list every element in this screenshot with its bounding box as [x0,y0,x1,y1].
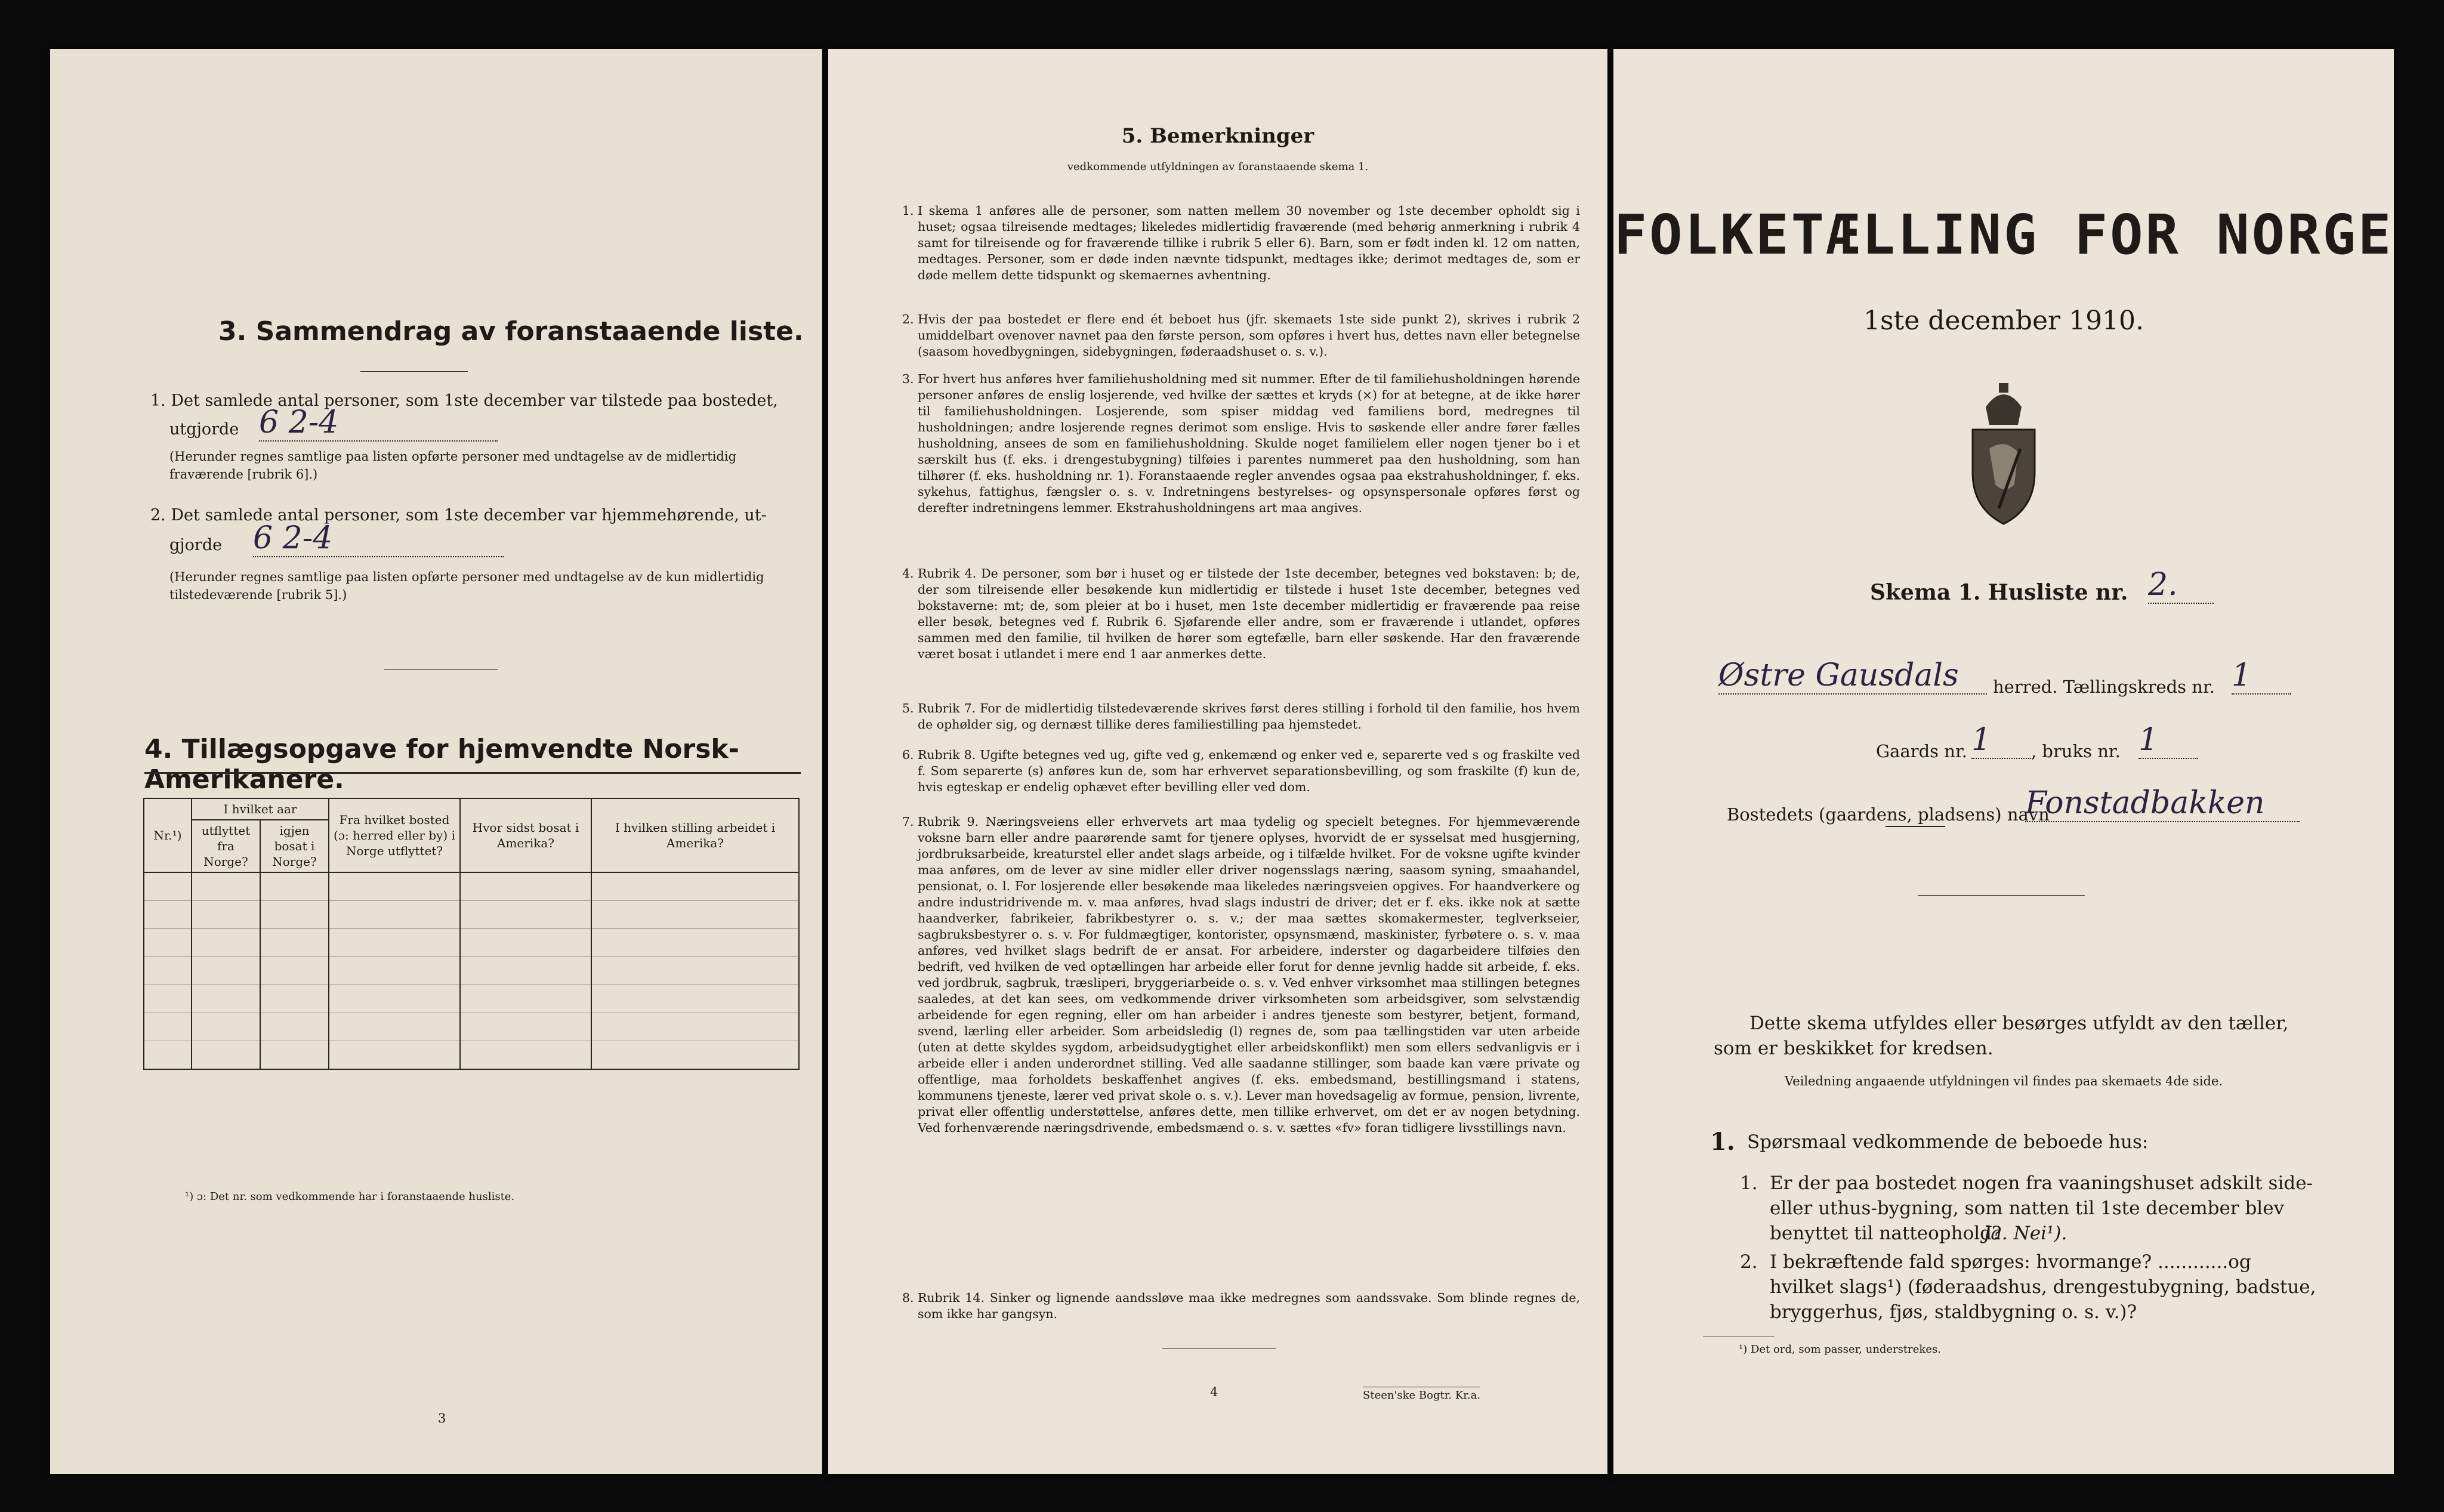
front-page [1613,49,2394,1474]
table-row [144,985,799,1013]
q2-text: I bekræftende fald spørges: hvormange? ............og hvilket slags¹) (føderaadshus, drengestubygning, badstue, bryggerhus, fjøs, staldbygning o. s. v.)? [1770,1251,2316,1323]
section-3-title: 3. Sammendrag av foranstaaende liste. [218,316,804,347]
table-row [144,1041,799,1070]
s3-paragraph-1: 1. Det samlede antal personer, som 1ste december var tilstede paa bostedet, [150,391,778,410]
remarks-subtitle: vedkommende utfyldningen av foranstaaende skema 1. [1067,161,1369,173]
guide-text: Veiledning angaaende utfyldningen vil findes paa skemaets 4de side. [1784,1074,2223,1088]
s3-note-1: (Herunder regnes samtlige paa listen opførte personer med undtagelse av de midlertidig fraværende [rubrik 6].) [169,449,737,482]
remark-2: 2. Hvis der paa bostedet er flere end ét beboet hus (jfr. skemaets 1ste side punkt 2), skrives i rubrik 2 umiddelbart ovenover navnet paa den første person, som opføres i hvert hus, dettes navn eller betegnelse (saasom hovedbygningen, sidebygningen, føderaadshuset o. s. v.). [902,312,1580,359]
col-emigrated: utflyttet fra Norge? [192,820,260,872]
col-occupation: I hvilken stilling arbeidet i Amerika? [591,798,799,872]
page-number-4: 4 [1210,1385,1218,1399]
table-footnote: ¹) ɔ: Det nr. som vedkommende har i foranstaaende husliste. [185,1190,515,1203]
q-header: Spørsmaal vedkommende de beboede hus: [1747,1131,2149,1153]
col-nr: Nr.¹) [144,798,192,872]
col-from-where: Fra hvilket bosted (ɔ: herred eller by) i Norge utflyttet? [329,798,460,872]
page-4 [828,49,1607,1474]
table-row [144,872,799,901]
q1-answer: Ja. Nei¹). [1983,1223,2067,1244]
q2-number: 2. [1740,1251,1758,1273]
remark-5: 5. Rubrik 7. For de midlertidig tilstedeværende skrives først deres stilling i forhold til den familie, hos hvem de ophølder sig, og dernæst tillike deres familiestilling paa hjemstedet. [902,701,1580,732]
kreds-nr: 1 [2232,658,2291,695]
norway-coat-of-arms-icon [1963,383,2044,526]
bruks-nr: 1 [2138,722,2198,759]
col-group-year: I hvilket aar [192,798,329,820]
table-row [144,1013,799,1041]
remarks-title: 5. Bemerkninger [1121,124,1314,148]
remark-8: 8. Rubrik 14. Sinker og lignende aandssløve maa ikke medregnes som aandssvake. Som blinde regnes de, som ikke har gangsyn. [902,1291,1580,1321]
col-last-residence: Hvor sidst bosat i Amerika? [460,798,591,872]
remark-4: 4. Rubrik 4. De personer, som bør i huset og er tilstede der 1ste december, betegnes ved bokstaven: b; de, der som tilreisende eller besøkende kun midlertidig er tilstede i huset 1ste december, betegnes ved bokstaverne: mt; de, som pleier at bo i huset, men 1ste december midlertidig er fraværende paa reise eller besøk, betegnes ved f. Rubrik 6. Sjøfarende eller andre, som er fraværende i utlandet, opføres sammen med den familie, til hvilken de hører som egtefælle, barn eller søskende. Har den fraværende været bosat i utlandet i mere end 1 aar anmerkes dette. [902,566,1580,661]
remark-3: 3. For hvert hus anføres hver familiehusholdning med sit nummer. Efter de til familiehusholdningen hørende personer anføres de enslig losjerende, ved hvilke der sættes et kryds (×) for at betegne, at de ikke hører til familiehusholdningen. Losjerende, som spiser middag ved familiens bord, medregnes til husholdningen; andre losjerende regnes derimot som enslige. Hvis to søskende eller andre fører fælles husholdning, ansees de som en familiehusholdning. Skulde noget familielem eller nogen tjener bo i et særskilt hus (f. eks. i drengestubygning) tilføies i parentes nummeret paa den husholdning, som han tilhører (f. eks. husholdning nr. 1). Foranstaaende regler anvendes ogsaa paa ekstrahusholdninger, f. eks. sykehus, fattighus, fængsler o. s. v. Indretningens bestyrelses- og opsynspersonale opføres først og derefter indretningens lemmer. Ekstrahusholdningens art maa angives. [902,372,1580,515]
front-footnote: ¹) Det ord, som passer, understrekes. [1739,1343,1941,1356]
table-row [144,901,799,929]
printer-credit: Steen'ske Bogtr. Kr.a. [1363,1387,1480,1403]
page-3 [50,49,822,1474]
page-number-3: 3 [438,1411,446,1425]
remark-6: 6. Rubrik 8. Ugifte betegnes ved ug, gifte ved g, enkemænd og enker ved e, separerte ved s og fraskilte ved f. Som separerte (s) anføres kun de, som har erhvervet separationsbevilling, og som fraskilte (f) kun de, hvis egteskap er endelig ophævet efter bevilling eller ved dom. [902,748,1580,794]
bosted-label: Bostedets (gaardens, pladsens) navn [1727,804,2050,825]
husliste-nr: 2. [2148,567,2214,604]
q1-text: Er der paa bostedet nogen fra vaaningshuset adskilt side- eller uthus-bygning, som natten til 1ste december blev benyttet til natteophold? [1770,1172,2313,1244]
col-returned: igjen bosat i Norge? [260,820,329,872]
skema-label: Skema 1. Husliste nr. [1870,580,2128,605]
norsk-amerikaner-table [143,798,800,1070]
s3-paragraph-2: 2. Det samlede antal personer, som 1ste december var hjemmehørende, ut- [150,506,767,524]
q-header-number: 1. [1710,1128,1735,1156]
gaards-nr: 1 [1971,722,2031,759]
intro-text: Dette skema utfyldes eller besørges utfyldt av den tæller, som er beskikket for kredsen. [1714,1013,2289,1059]
remark-7: 7. Rubrik 9. Næringsveiens eller erhvervets art maa tydelig og specielt betegnes. For hjemmeværende voksne barn eller andre paarørende samt for tjenere oplyses, hvorvidt de er sysselsat med husgjerning, jordbruksarbeide, kreaturstel eller andet slags arbeide, og i tilfælde hvilket. For de voksne ugifte kvinder maa anføres, om de lever av sine midler eller driver nogensslags næring, saasom syning, smaahandel, pensionat, o. l. For losjerende eller besøkende maa likeledes næringsveien opgives. For haandverkere og andre industridrivende m. v. maa anføres, hvad slags industri de driver; det er f. eks. ikke nok at sætte haandverker, fabrikeier, fabrikbestyrer o. s. v.; der maa sættes skomakermester, teglverkseier, sagbruksbestyrer o. s. v. For fuldmægtiger, kontorister, opsynsmænd, maskinister, fyrbøtere o. s. v. maa anføres, ved hvilket slags bedrift de er ansat. For arbeidere, inderster og dagarbeidere tilføies den bedrift, ved hvilken de ved optællingen har arbeide eller forut for denne jevnlig hadde sit arbeide, f. eks. ved jordbruk, sagbruk, træsliperi, bryggeriarbeide o. s. v. Ved enhver virksomhet maa stillingen betegnes saaledes, at det kan sees, om vedkommende driver virksomheten som arbeidsgiver, som selvstændig arbeidende for egen regning, eller om han arbeider i andres tjeneste som bestyrer, betjent, formand, svend, lærling eller arbeider. Som arbeidsledig (l) regnes de, som paa tællingstiden var uten arbeide (uten at dette skyldes sygdom, arbeidsudygtighet eller arbeidskonflikt) men som ellers sedvanligvis er i arbeide eller i anden underordnet stilling. Ved alle saadanne stillinger, som baade kan være private og offentlige, maa forholdets beskaffenhet angives (f. eks. embedsmand, bestillingsmand i statens, kommunens tjeneste, lærer ved privat skole o. s. v.). Lever man hovedsagelig av formue, pension, livrente, privat eller offentlig understøttelse, anføres dette, men tillike erhvervet, om det er av nogen betydning. Ved forhenværende næringsdrivende, embedsmænd o. s. v. sættes «fv» foran tidligere livsstillings navn. [902,814,1580,1135]
herred-value: Østre Gausdals [1718,658,1987,695]
s3-utgjorde-label: utgjorde [169,420,239,439]
q1-number: 1. [1740,1172,1758,1194]
s3-total-resident: 6 2-4 [253,520,504,557]
census-date: 1ste december 1910. [1863,306,2144,336]
gaards-label: Gaards nr. [1876,741,1967,761]
s3-total-present: 6 2-4 [259,405,498,442]
section-4-title: 4. Tillægsopgave for hjemvendte Norsk-Amerikanere. [144,734,739,795]
herred-label: herred. Tællingskreds nr. [1993,677,2215,697]
s3-gjorde-label: gjorde [169,536,223,554]
census-title: FOLKETÆLLING FOR NORGE [1613,203,2394,267]
bruks-label: , bruks nr. [2031,741,2121,761]
s3-note-2: (Herunder regnes samtlige paa listen opførte personer med undtagelse av de kun midlertidig tilstedeværende [rubrik 5].) [169,570,764,602]
remark-1: 1. I skema 1 anføres alle de personer, som natten mellem 30 november og 1ste december opholdt sig i huset; ogsaa tilreisende medtages; likeledes midlertidig fraværende (med behørig anmerkning i rubrik 4 samt for tilreisende og for fraværende tillike i rubrik 5 eller 6). Barn, som er født inden kl. 12 om natten, medtages. Personer, som er døde inden nævnte tidspunkt, medtages ikke; derimot medtages de, som er døde mellem dette tidspunkt og skemaernes avhentning. [902,203,1580,282]
table-row [144,929,799,957]
table-row [144,957,799,985]
bosted-value: Fonstadbakken [2025,785,2300,822]
